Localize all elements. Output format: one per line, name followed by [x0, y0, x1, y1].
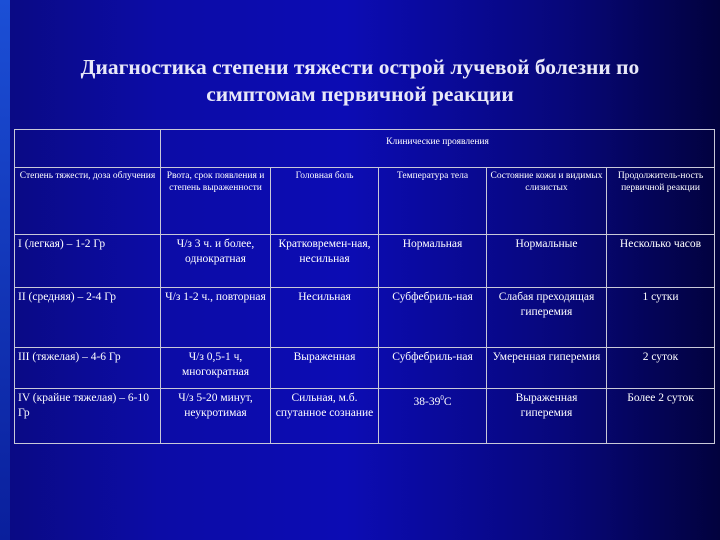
cell-headache: Несильная	[271, 288, 379, 348]
table-row	[15, 389, 715, 444]
cell-vomiting: Ч/з 0,5-1 ч, многократная	[161, 348, 271, 389]
cell-temperature: Субфебриль-ная	[379, 348, 487, 389]
cell-degree: III (тяжелая) – 4-6 Гр	[15, 348, 161, 389]
temperature-value: 38-39	[413, 395, 441, 408]
slide-accent-bar	[0, 0, 10, 540]
slide-title	[40, 54, 680, 108]
cell-vomiting: Ч/з 5-20 минут, неукротимая	[161, 389, 271, 444]
cell-skin: Выраженная гиперемия	[487, 389, 607, 444]
cell-skin: Нормальные	[487, 235, 607, 288]
slide-title-line1: Диагностика степени тяжести острой лучевой болезни по	[80, 55, 640, 79]
temperature-unit: С	[443, 395, 452, 408]
header-headache: Головная боль	[271, 168, 379, 235]
header-duration: Продолжитель-ность первичной реакции	[607, 168, 715, 235]
header-empty-cell	[15, 130, 161, 168]
cell-headache: Выраженная	[271, 348, 379, 389]
cell-degree: I (легкая) – 1-2 Гр	[15, 235, 161, 288]
header-degree: Степень тяжести, доза облучения	[15, 168, 161, 235]
cell-headache: Сильная, м.б. спутанное сознание	[271, 389, 379, 444]
cell-skin: Слабая преходящая гиперемия	[487, 288, 607, 348]
cell-duration: 1 сутки	[607, 288, 715, 348]
temperature-degree-sign: 0	[440, 394, 444, 402]
slide-title-line2: симптомам первичной реакции	[206, 82, 514, 106]
cell-degree: II (средняя) – 2-4 Гр	[15, 288, 161, 348]
table-row	[15, 235, 715, 288]
cell-temperature: Нормальная	[379, 235, 487, 288]
table-header-row-1	[15, 130, 715, 168]
header-temperature: Температура тела	[379, 168, 487, 235]
cell-duration: Более 2 суток	[607, 389, 715, 444]
table-header-row-2	[15, 168, 715, 235]
cell-headache: Кратковремен-ная, несильная	[271, 235, 379, 288]
header-clinical-manifestations: Клинические проявления	[161, 130, 715, 168]
cell-temperature	[379, 389, 487, 444]
header-skin: Состояние кожи и видимых слизистых	[487, 168, 607, 235]
cell-degree: IV (крайне тяжелая) – 6-10 Гр	[15, 389, 161, 444]
cell-duration: 2 суток	[607, 348, 715, 389]
cell-skin: Умеренная гиперемия	[487, 348, 607, 389]
cell-vomiting: Ч/з 3 ч. и более, однократная	[161, 235, 271, 288]
table-row	[15, 348, 715, 389]
header-vomiting: Рвота, срок появления и степень выраженности	[161, 168, 271, 235]
cell-vomiting: Ч/з 1-2 ч., повторная	[161, 288, 271, 348]
cell-temperature: Субфебриль-ная	[379, 288, 487, 348]
diagnosis-table	[14, 129, 715, 444]
cell-duration: Несколько часов	[607, 235, 715, 288]
table-row	[15, 288, 715, 348]
